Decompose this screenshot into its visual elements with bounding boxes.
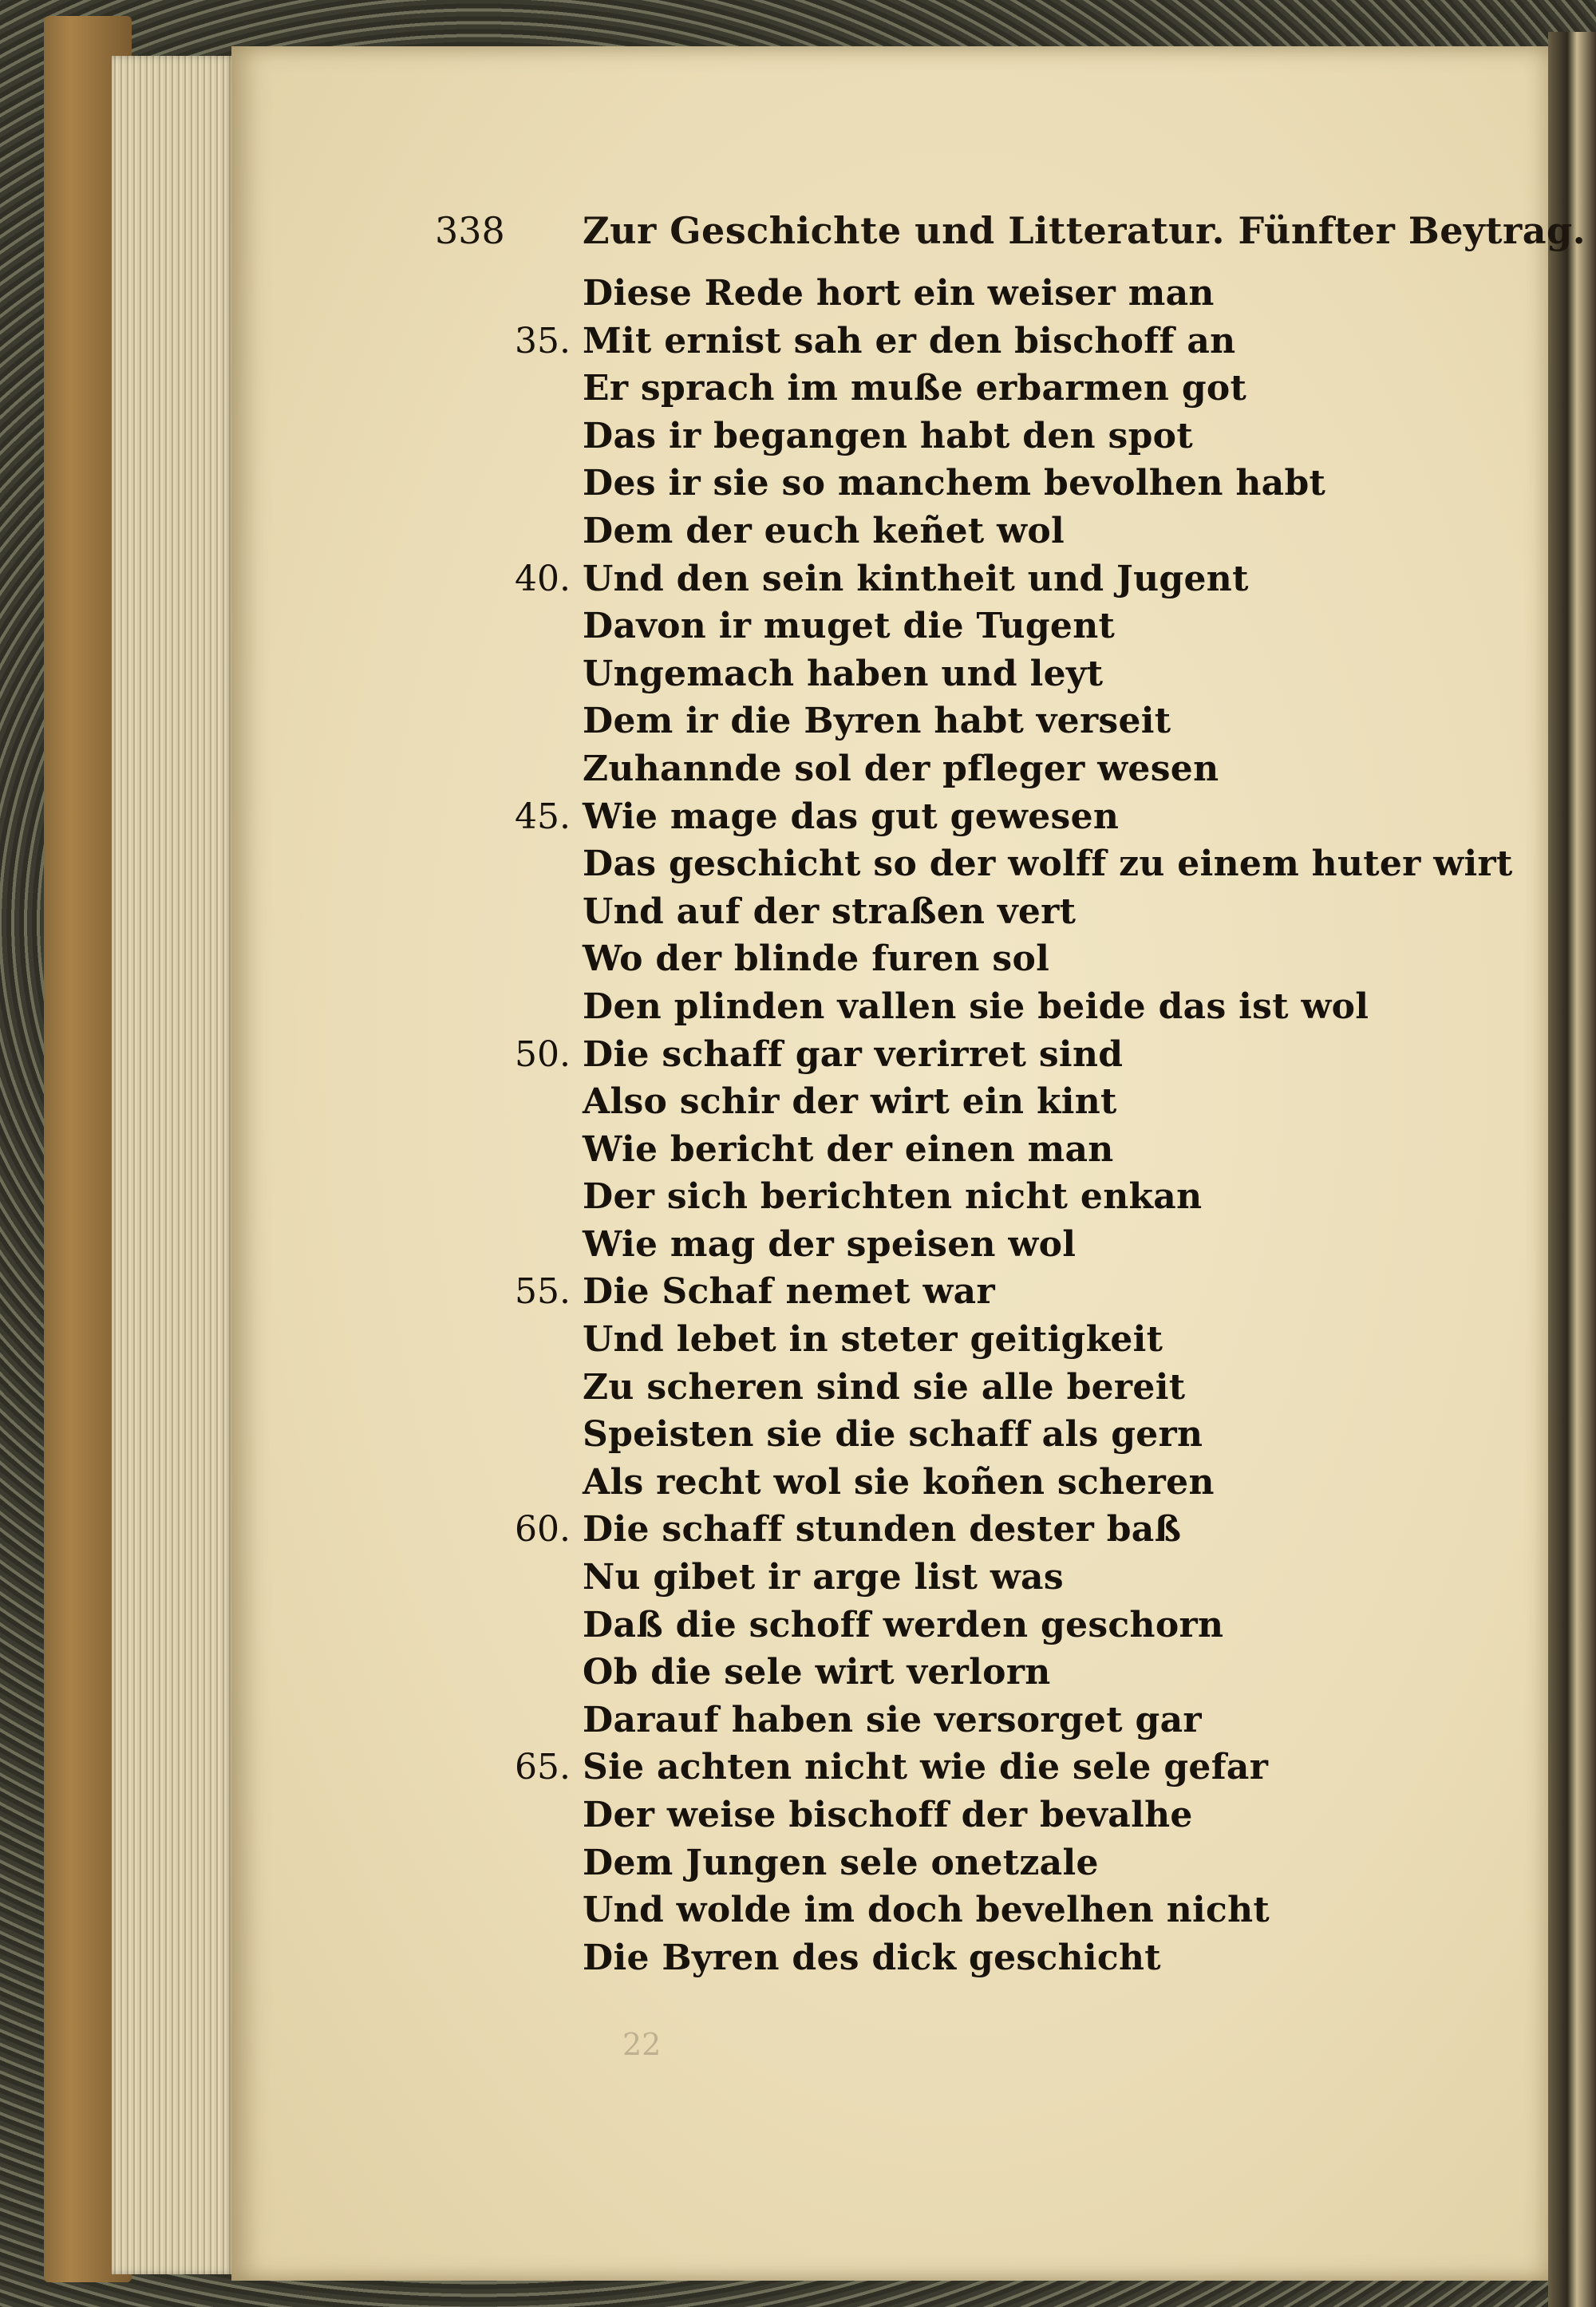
verse-text: Dem der euch keñet wol: [583, 510, 1065, 551]
verse-line: [435, 840, 1513, 888]
adjacent-edge: [1548, 32, 1596, 2307]
verse-line: [435, 650, 1432, 698]
verse-text: Davon ir muget die Tugent: [583, 606, 1116, 647]
verse-line: [435, 935, 1432, 983]
verse-text: Ob die sele wirt verlorn: [583, 1652, 1051, 1693]
verse-text: Speisten sie die schaff als gern: [583, 1414, 1203, 1456]
page-header: [435, 209, 1586, 257]
verse-text: Sie achten nicht wie die sele gefar: [583, 1747, 1269, 1788]
verse-text: Die Byren des dick geschicht: [583, 1937, 1161, 1978]
page-number: 338: [435, 209, 505, 252]
verse-text: Die schaff gar verirret sind: [583, 1033, 1124, 1075]
verse-line: [435, 983, 1432, 1031]
verse-line: [435, 1173, 1432, 1221]
verse-text: Das geschicht so der wolff zu einem huter wirt: [583, 843, 1513, 885]
verse-line: 50. Die schaff gar verirret sind: [435, 1031, 1432, 1079]
verse-line: [435, 1839, 1432, 1887]
verse-text: Darauf haben sie versorget gar: [583, 1699, 1202, 1740]
signature-mark: 22: [622, 2027, 662, 2062]
verse-text: Wie mage das gut gewesen: [583, 796, 1120, 837]
verse-text: Die schaff stunden dester baß: [583, 1509, 1182, 1551]
verse-line: [435, 1078, 1432, 1126]
verse-line: [435, 1126, 1432, 1174]
verse-line: [435, 1554, 1432, 1602]
verse-text: Mit ernist sah er den bischoff an: [583, 320, 1236, 361]
verse-text: Also schir der wirt ein kint: [583, 1081, 1117, 1123]
verse-line: [435, 1697, 1432, 1744]
verse-line: [435, 365, 1432, 413]
verse-line: [435, 697, 1432, 745]
verse-line: [435, 1411, 1432, 1459]
verse-text: Die Schaf nemet war: [583, 1271, 995, 1313]
verse-line: 65. Sie achten nicht wie die sele gefar: [435, 1744, 1432, 1791]
verse-line: [435, 460, 1432, 508]
verse-text: Des ir sie so manchem bevolhen habt: [583, 463, 1326, 504]
verse-line: [435, 888, 1432, 936]
verse-line: [435, 1364, 1432, 1412]
verse-line: [435, 270, 1432, 318]
verse-line: 40. Und den sein kintheit und Jugent: [435, 555, 1432, 603]
verse-text: Wie bericht der einen man: [583, 1128, 1114, 1170]
verse-text: Der sich berichten nicht enkan: [583, 1176, 1203, 1218]
verse-text: Und lebet in steter geitigkeit: [583, 1319, 1163, 1361]
verse-text: Als recht wol sie koñen scheren: [583, 1461, 1215, 1503]
verse-text: Diese Rede hort ein weiser man: [583, 273, 1215, 314]
verse-line: [435, 602, 1432, 650]
verse-line: 35. Mit ernist sah er den bischoff an: [435, 318, 1432, 365]
verse-line: [435, 1316, 1432, 1364]
verse-line: [435, 1221, 1432, 1269]
verse-text: Und auf der straßen vert: [583, 891, 1077, 932]
verse-text: Ungemach haben und leyt: [583, 653, 1104, 694]
verse-line: 45. Wie mage das gut gewesen: [435, 793, 1432, 841]
verse-text: Wo der blinde furen sol: [583, 938, 1050, 980]
verse-text: Dem Jungen sele onetzale: [583, 1842, 1099, 1883]
verse-line: 60. Die schaff stunden dester baß: [435, 1506, 1432, 1554]
verse-block: [435, 270, 1513, 1981]
verse-line: [435, 413, 1432, 460]
verse-line: [435, 1934, 1432, 1982]
verse-text: Zuhannde sol der pfleger wesen: [583, 748, 1219, 789]
verse-text: Das ir begangen habt den spot: [583, 415, 1193, 456]
verse-text: Der weise bischoff der bevalhe: [583, 1795, 1193, 1835]
verse-text: Daß die schoff werden geschorn: [583, 1604, 1224, 1645]
verse-line: [435, 1602, 1432, 1649]
verse-text: Dem ir die Byren habt verseit: [583, 701, 1171, 742]
running-title: Zur Geschichte und Litteratur. Fünfter Beytrag.: [583, 209, 1586, 252]
verse-line: [435, 745, 1432, 793]
verse-text: Er sprach im muße erbarmen got: [583, 368, 1247, 409]
verse-text: Zu scheren sind sie alle bereit: [583, 1366, 1186, 1408]
verse-line: [435, 508, 1432, 555]
verse-text: Und wolde im doch bevelhen nicht: [583, 1890, 1270, 1931]
verse-text: Den plinden vallen sie beide das ist wol: [583, 986, 1369, 1027]
verse-line: [435, 1791, 1432, 1839]
verse-line: [435, 1886, 1432, 1934]
verse-line: [435, 1649, 1432, 1697]
verse-text: Wie mag der speisen wol: [583, 1223, 1077, 1265]
page-edges: [112, 56, 235, 2274]
verse-text: Und den sein kintheit und Jugent: [583, 558, 1249, 599]
verse-text: Nu gibet ir arge list was: [583, 1557, 1064, 1598]
verse-line: 55. Die Schaf nemet war: [435, 1268, 1432, 1316]
verse-line: [435, 1459, 1432, 1507]
